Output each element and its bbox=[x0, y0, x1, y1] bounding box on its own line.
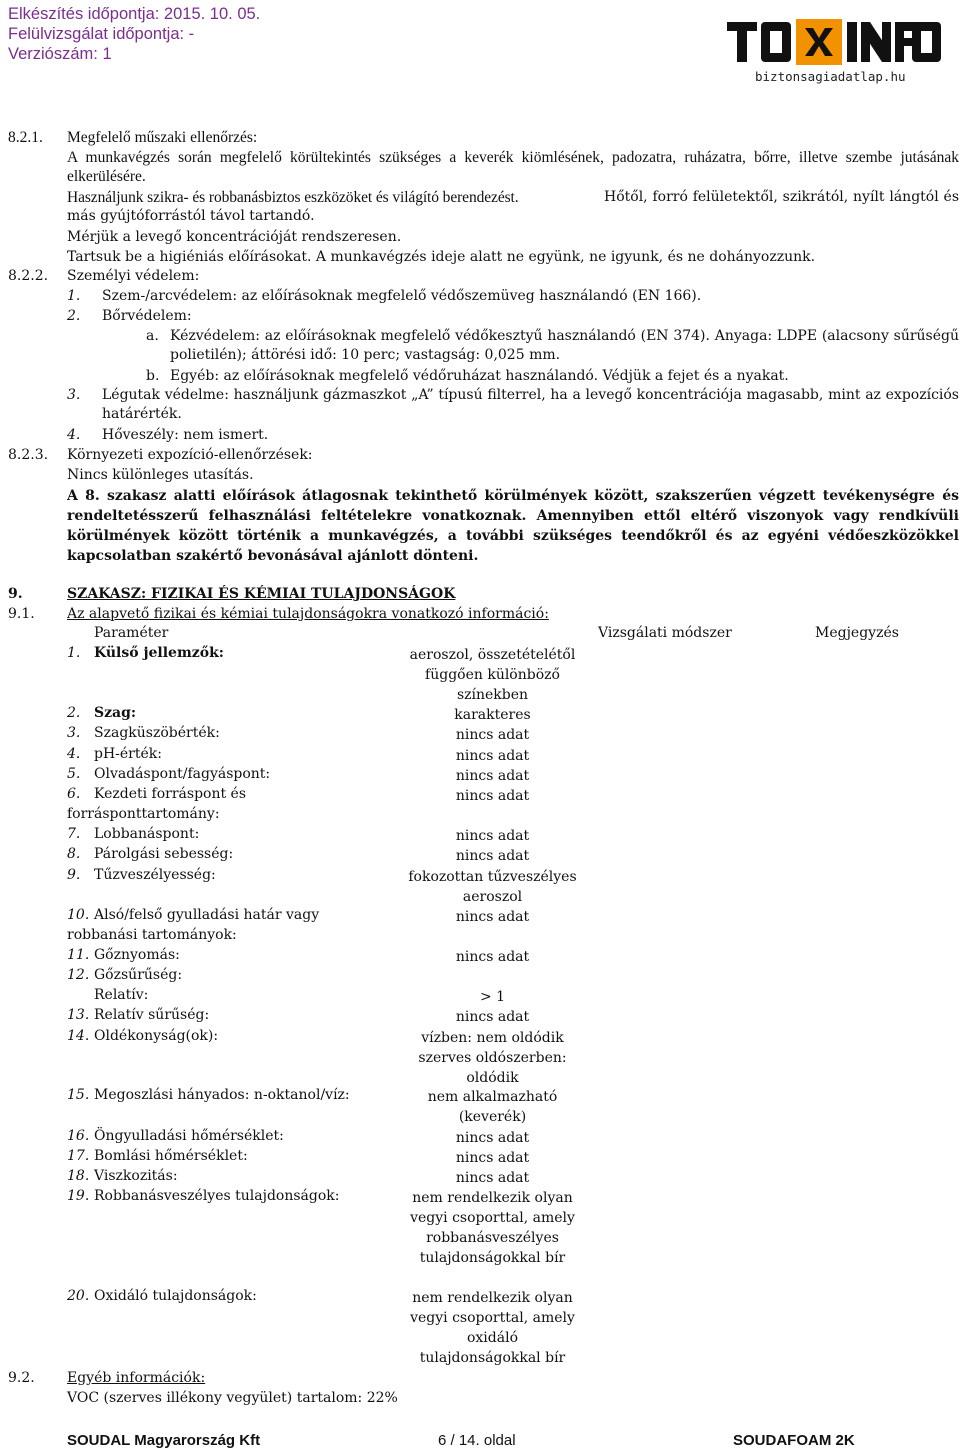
property-number: 16. bbox=[67, 1128, 90, 1144]
property-label: Külső jellemzők: bbox=[94, 645, 224, 661]
property-label: Kezdeti forráspont és bbox=[94, 786, 247, 802]
property-label: Alsó/felső gyulladási határ vagy bbox=[94, 907, 320, 923]
property-value: nincs adat bbox=[455, 768, 530, 784]
section-title: SZAKASZ: FIZIKAI ÉS KÉMIAI TULAJDONSÁGOK bbox=[67, 586, 456, 602]
list-letter: a. bbox=[146, 328, 159, 344]
section-title: Egyéb információk: bbox=[67, 1370, 206, 1386]
property-value: nincs adat bbox=[455, 788, 530, 804]
section-title: Személyi védelem: bbox=[67, 268, 200, 284]
property-number: 15. bbox=[67, 1087, 90, 1103]
property-value: vízben: nem oldódik szerves oldószerben: oldódik bbox=[418, 1030, 567, 1086]
section-number: 9. bbox=[8, 586, 23, 602]
footer-product: SOUDAFOAM 2K bbox=[733, 1432, 855, 1449]
property-number: 20. bbox=[67, 1288, 90, 1304]
property-number: 1. bbox=[67, 645, 81, 661]
section-title: Az alapvető fizikai és kémiai tulajdonságokra vonatkozó információ: bbox=[67, 606, 549, 622]
property-value: > 1 bbox=[479, 989, 506, 1005]
property-label: Robbanásveszélyes tulajdonságok: bbox=[94, 1188, 340, 1204]
property-number: 7. bbox=[67, 826, 81, 842]
prepared-date: Elkészítés időpontja: 2015. 10. 05. bbox=[8, 5, 261, 23]
property-value: nincs adat bbox=[455, 848, 530, 864]
property-label: Öngyulladási hőmérséklet: bbox=[94, 1128, 284, 1144]
property-value: aeroszol, összetételétől függően különböző színekben bbox=[409, 647, 576, 703]
property-value: karakteres bbox=[454, 707, 531, 723]
property-label-continued: robbanási tartományok: bbox=[67, 927, 237, 943]
section-title: Megfelelő műszaki ellenőrzés: bbox=[67, 129, 258, 146]
property-label: Szagküszöbérték: bbox=[94, 725, 220, 741]
property-label: Relatív: bbox=[94, 987, 149, 1003]
property-value: nincs adat bbox=[455, 727, 530, 743]
property-value: nincs adat bbox=[455, 1150, 530, 1166]
list-number: 1. bbox=[67, 288, 81, 304]
property-number: 18. bbox=[67, 1168, 90, 1184]
property-number: 5. bbox=[67, 766, 81, 782]
property-label: Szag: bbox=[94, 705, 137, 721]
paragraph: Tartsuk be a higiéniás előírásokat. A munkavégzés ideje alatt ne együnk, ne igyunk, és ne dohányozzunk. bbox=[67, 249, 816, 265]
property-label: Gőzsűrűség: bbox=[94, 967, 183, 983]
document-header bbox=[8, 4, 260, 64]
property-number: 12. bbox=[67, 967, 90, 983]
paragraph: Nincs különleges utasítás. bbox=[67, 467, 254, 483]
property-value: nincs adat bbox=[455, 828, 530, 844]
toxinfo-logo bbox=[727, 18, 941, 66]
property-value: nem alkalmazható (keverék) bbox=[427, 1089, 558, 1125]
property-label: pH-érték: bbox=[94, 746, 162, 762]
section-number: 8.2.2. bbox=[8, 268, 49, 284]
list-number: 4. bbox=[67, 427, 81, 443]
version-number: Verziószám: 1 bbox=[8, 45, 112, 63]
property-label-continued: forrásponttartomány: bbox=[67, 806, 220, 822]
property-label: Viszkozitás: bbox=[94, 1168, 178, 1184]
property-number: 2. bbox=[67, 705, 81, 721]
property-number: 19. bbox=[67, 1188, 90, 1204]
property-number: 14. bbox=[67, 1028, 90, 1044]
site-url: biztonsagiadatlap.hu bbox=[755, 69, 906, 84]
property-label: Oldékonyság(ok): bbox=[94, 1028, 219, 1044]
property-label: Bomlási hőmérséklet: bbox=[94, 1148, 248, 1164]
property-number: 4. bbox=[67, 746, 81, 762]
list-number: 3. bbox=[67, 387, 81, 403]
property-number: 3. bbox=[67, 725, 81, 741]
property-value: nincs adat bbox=[455, 909, 530, 925]
footer-page-number: 6 / 14. oldal bbox=[438, 1432, 516, 1449]
property-label: Gőznyomás: bbox=[94, 947, 180, 963]
list-item: Egyéb: az előírásoknak megfelelő védőruházat használandó. Védjük a fejet és a nyakat. bbox=[170, 368, 789, 384]
paragraph: Hőtől, forró felületektől, szikrától, nyílt lángtól és más gyújtóforrástól távol tartandó. bbox=[67, 189, 959, 224]
property-value: nem rendelkezik olyan vegyi csoporttal, amely oxidáló tulajdonságokkal bír bbox=[410, 1290, 575, 1366]
list-item: Hőveszély: nem ismert. bbox=[102, 427, 269, 443]
section-number: 8.2.1. bbox=[8, 129, 43, 146]
property-label: Olvadáspont/fagyáspont: bbox=[94, 766, 271, 782]
section-title: Környezeti expozíció-ellenőrzések: bbox=[67, 447, 313, 463]
list-item: Kézvédelem: az előírásoknak megfelelő védőkesztyű használandó (EN 374). Anyaga: LDPE (alacsony sűrűségű polietilén); áttörési idő: 10 perc; vastagság: 0,025 mm. bbox=[170, 328, 959, 363]
revision-date: Felülvizsgálat időpontja: - bbox=[8, 25, 195, 43]
bold-notice: A 8. szakasz alatti előírások átlagosnak tekinthető körülmények között, szakszerűen végzett tevékenységre és rendeltetésszerű felhasználási feltételekre vonatkoznak. Amennyiben ettől eltérő viszonyok vagy rendkívüli körülmények között történik a munkavégzés, a további szükséges teendőkről és az egyéni védőeszközökkel kapcsolatban szakértő bevonásával ajánlott dönteni. bbox=[67, 488, 959, 564]
property-value: nincs adat bbox=[455, 1170, 530, 1186]
list-letter: b. bbox=[146, 368, 160, 384]
list-item: Szem-/arcvédelem: az előírásoknak megfelelő védőszemüveg használandó (EN 166). bbox=[102, 288, 702, 304]
property-number: 17. bbox=[67, 1148, 90, 1164]
column-header-parameter: Paraméter bbox=[94, 625, 169, 641]
column-header-note: Megjegyzés bbox=[815, 625, 899, 641]
property-number: 13. bbox=[67, 1007, 90, 1023]
paragraph: A munkavégzés során megfelelő körültekintés szükséges a keverék kiömlésének, padozatra, ruházatra, bőrre, illetve szembe jutásának elkerülésére. bbox=[67, 149, 959, 185]
property-number: 6. bbox=[67, 786, 81, 802]
voc-content: VOC (szerves illékony vegyület) tartalom: 22% bbox=[67, 1390, 398, 1406]
property-value: nincs adat bbox=[455, 949, 530, 965]
property-label: Párolgási sebesség: bbox=[94, 846, 234, 862]
property-label: Lobbanáspont: bbox=[94, 826, 200, 842]
property-label: Relatív sűrűség: bbox=[94, 1007, 210, 1023]
paragraph: Használjunk szikra- és robbanásbiztos eszközöket és világító berendezést. bbox=[67, 189, 519, 206]
property-value: nem rendelkezik olyan vegyi csoporttal, amely robbanásveszélyes tulajdonságokkal bír bbox=[410, 1190, 575, 1266]
section-number: 9.1. bbox=[8, 606, 35, 622]
property-label: Tűzveszélyesség: bbox=[94, 867, 216, 883]
section-number: 8.2.3. bbox=[8, 447, 49, 463]
property-value: nincs adat bbox=[455, 1130, 530, 1146]
property-number: 10. bbox=[67, 907, 90, 923]
list-item: Légutak védelme: használjunk gázmaszkot „A” típusú filterrel, ha a levegő koncentrációja magasabb, mint az expozíciós határérték. bbox=[102, 387, 959, 422]
property-label: Oxidáló tulajdonságok: bbox=[94, 1288, 257, 1304]
property-number: 9. bbox=[67, 867, 81, 883]
property-number: 8. bbox=[67, 846, 81, 862]
property-number: 11. bbox=[67, 947, 90, 963]
property-value: nincs adat bbox=[455, 748, 530, 764]
property-value: nincs adat bbox=[455, 1009, 530, 1025]
list-item: Bőrvédelem: bbox=[102, 308, 192, 324]
property-label: Megoszlási hányados: n-oktanol/víz: bbox=[94, 1087, 350, 1103]
column-header-method: Vizsgálati módszer bbox=[598, 625, 732, 641]
property-value: fokozottan tűzveszélyes aeroszol bbox=[408, 869, 577, 905]
section-number: 9.2. bbox=[8, 1370, 35, 1386]
paragraph: Mérjük a levegő koncentrációját rendszeresen. bbox=[67, 229, 402, 245]
footer-company: SOUDAL Magyarország Kft bbox=[67, 1432, 261, 1449]
list-number: 2. bbox=[67, 308, 81, 324]
